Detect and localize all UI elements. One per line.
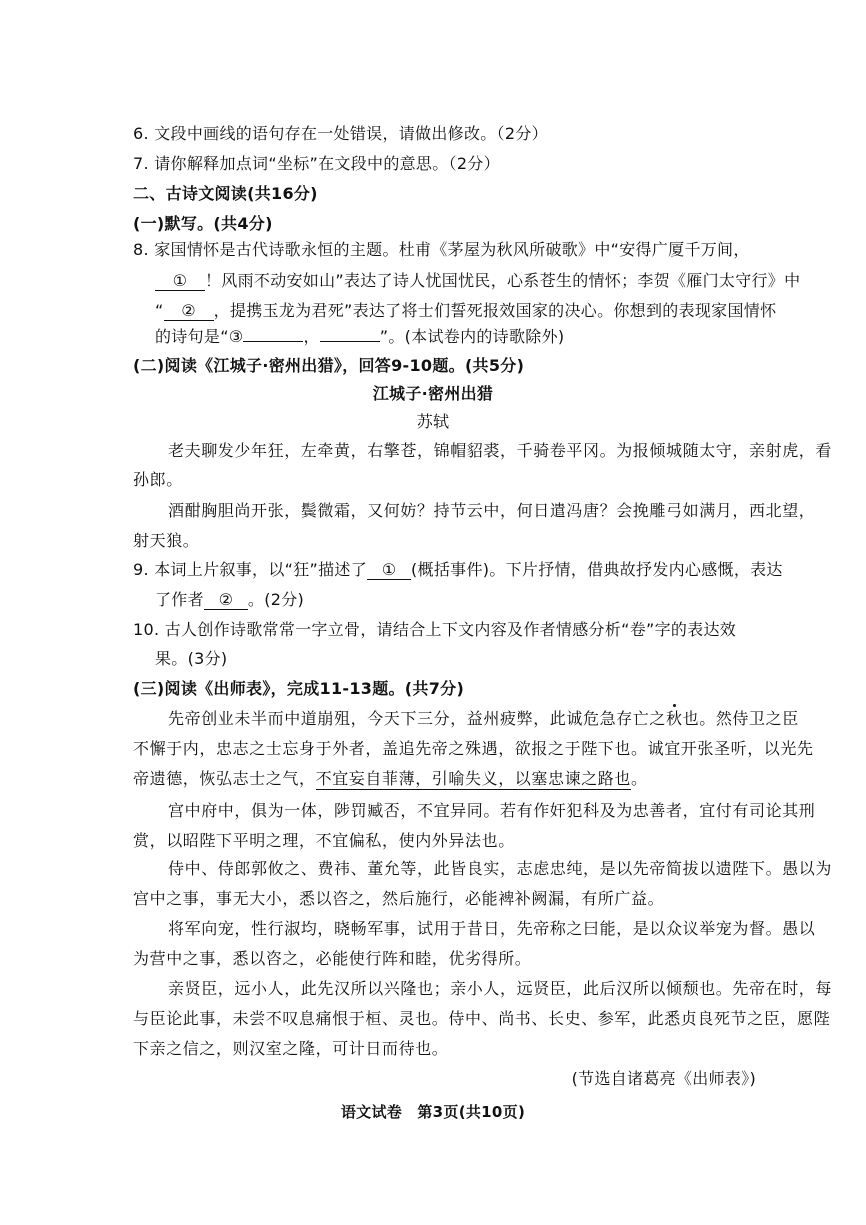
question-8-text: ，提携玉龙为君死”表达了将士们誓死报效国家的决心。你想到的表现家国情怀 [213, 301, 777, 320]
essay-line-12: 下亲之信之，则汉室之隆，可计日而待也。 [133, 1039, 449, 1058]
answer-blank-2[interactable]: ② [164, 302, 214, 321]
essay-line-1 [168, 706, 799, 729]
essay-line-7: 宫中之事，事无大小，悉以咨之，然后施行，必能裨补阙漏，有所广益。 [133, 889, 665, 908]
question-8-line-2 [155, 268, 800, 291]
question-9-line-1 [133, 557, 783, 580]
poem-line-3: 酒酣胸胆尚开张，鬓微霜，又何妨？持节云中，何日遣冯唐？会挽雕弓如满月，西北望， [168, 501, 816, 520]
poem-line-4: 射天狼。 [133, 531, 200, 550]
question-9-line-2 [155, 587, 304, 610]
answer-blank-3a[interactable] [243, 341, 303, 342]
essay-line-2: 不懈于内，忠志之士忘身于外者，盖追先帝之殊遇，欲报之于陛下也。诚宜开张圣听，以光先 [133, 739, 814, 758]
essay-text: 。 [631, 769, 648, 788]
question-8-line-3 [155, 298, 776, 321]
answer-blank-1[interactable]: ① [155, 272, 205, 291]
underlined-sentence: 不宜妄自菲薄，引喻失义，以塞忠谏之路也 [315, 769, 632, 788]
question-8-text: ”。(本试卷内的诗歌除外) [379, 327, 565, 346]
answer-blank-9-1[interactable]: ① [367, 561, 411, 580]
essay-text: 帝遗德，恢弘志士之气， [133, 769, 316, 788]
essay-source: (节选自诸葛亮《出师表》) [571, 1069, 756, 1088]
essay-line-9: 为营中之事，悉以咨之，必能使行阵和睦，优劣得所。 [133, 949, 532, 968]
question-6: 6. 文段中画线的语句存在一处错误，请做出修改。（2分） [133, 124, 548, 143]
dotted-word: 秋 [666, 709, 683, 728]
subsection-heading-3: (三)阅读《出师表》，完成11-13题。(共7分) [133, 679, 465, 698]
question-8-text: 的诗句是“③ [155, 327, 244, 346]
poem-author: 苏轼 [416, 412, 450, 431]
page-footer: 语文试卷 第3页(共10页) [340, 1103, 526, 1121]
subsection-heading-2: (二)阅读《江城子·密州出猎》，回答9-10题。(共5分) [133, 356, 525, 375]
question-9-text: 。(2分) [247, 590, 305, 609]
section-heading-2: 二、古诗文阅读(共16分) [133, 184, 318, 203]
question-8-line-1: 8. 家国情怀是古代诗歌永恒的主题。杜甫《茅屋为秋风所破歌》中“安得广厦千万间， [133, 240, 750, 259]
answer-blank-3b[interactable] [320, 341, 380, 342]
poem-line-1: 老夫聊发少年狂，左牵黄，右擎苍，锦帽貂裘，千骑卷平冈。为报倾城随太守，亲射虎，看 [168, 441, 833, 460]
question-9-text: 9. 本词上片叙事，以“狂”描述了 [133, 560, 368, 579]
question-9-text: 了作者 [155, 590, 204, 609]
essay-text: 也。然侍卫之臣 [682, 709, 799, 728]
subsection-heading-1: (一)默写。(共4分) [133, 214, 273, 233]
poem-title: 江城子·密州出猎 [372, 384, 494, 403]
question-7: 7. 请你解释加点词“坐标”在文段中的意思。（2分） [133, 154, 500, 173]
essay-line-8: 将军向宠，性行淑均，晓畅军事，试用于昔日，先帝称之曰能，是以众议举宠为督。愚以 [168, 919, 816, 938]
question-10-line-1: 10. 古人创作诗歌常常一字立骨，请结合上下文内容及作者情感分析“卷”字的表达效 [133, 620, 737, 639]
answer-blank-9-2[interactable]: ② [204, 591, 248, 610]
question-8-text: ！风雨不动安如山”表达了诗人忧国忧民，心系苍生的情怀；李贺《雁门太守行》中 [205, 271, 801, 290]
essay-line-11: 与臣论此事，未尝不叹息痛恨于桓、灵也。侍中、尚书、长史、参军，此悉贞良死节之臣，愿陛 [133, 1009, 831, 1028]
essay-line-10: 亲贤臣，远小人，此先汉所以兴隆也；亲小人，远贤臣，此后汉所以倾颓也。先帝在时，每 [168, 979, 833, 998]
open-quote: “ [155, 301, 164, 320]
essay-line-4: 宫中府中，俱为一体，陟罚臧否，不宜异同。若有作奸犯科及为忠善者，宜付有司论其刑 [168, 801, 816, 820]
essay-text: 先帝创业未半而中道崩殂，今天下三分，益州疲弊，此诚危急存亡之 [168, 709, 667, 728]
separator: ， [303, 327, 320, 346]
essay-line-3 [133, 766, 648, 789]
essay-line-6: 侍中、侍郎郭攸之、费祎、董允等，此皆良实，志虑忠纯，是以先帝简拔以遗陛下。愚以为 [168, 859, 833, 878]
poem-line-2: 孙郎。 [133, 470, 183, 489]
question-9-text: (概括事件)。下片抒情，借典故抒发内心感慨，表达 [411, 560, 783, 579]
essay-line-5: 赏，以昭陛下平明之理，不宜偏私，使内外异法也。 [133, 831, 515, 850]
question-8-line-4 [155, 324, 564, 347]
question-10-line-2: 果。(3分) [155, 649, 228, 668]
